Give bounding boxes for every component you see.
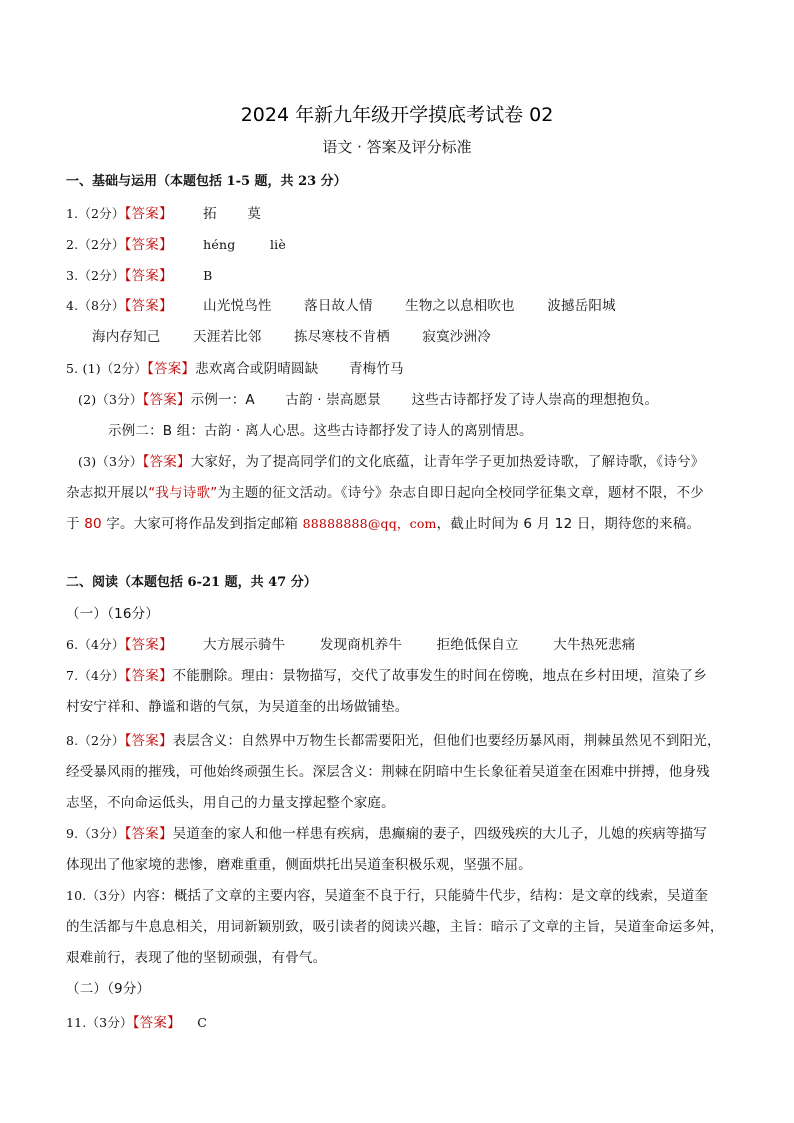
answer-text: 不能删除。理由：景物描写，交代了故事发生的时间在傍晚，地点在乡村田埂，渲染了乡: [172, 668, 707, 684]
answer-value: 大牛热死悲痛: [553, 637, 636, 653]
answer-text-highlight: 80: [84, 516, 102, 532]
answer-q5-2-example2: 示例二：B 组：古韵 · 离人心思。这些古诗都抒发了诗人的离别情思。: [108, 423, 533, 439]
question-number: 2.（2分）: [66, 237, 125, 252]
answer-q5-2: [78, 388, 658, 408]
answer-q1: [66, 202, 261, 222]
answer-tag: 【答案】: [124, 826, 173, 842]
answer-tag: 【答案】: [124, 268, 173, 284]
question-number: 5. (1)（2分）: [66, 361, 148, 376]
page-title: 2024 年新九年级开学摸底考试卷 02: [240, 104, 554, 126]
answer-value: 生物之以息相吹也: [405, 298, 515, 314]
answer-value: 大方展示骑牛: [203, 637, 286, 653]
answer-value: 拓: [203, 206, 217, 222]
question-number: 9.（3分）: [66, 826, 125, 841]
answer-value: 拒绝低保自立: [436, 637, 519, 653]
answer-q8: [66, 729, 721, 749]
page-subtitle: 语文 · 答案及评分标准: [322, 138, 472, 156]
section-heading-reading: 二、阅读（本题包括 6-21 题，共 47 分）: [66, 575, 317, 590]
answer-text: 表层含义：自然界中万物生长都需要阳光，但他们也要经历暴风雨，荆棘虽然见不到阳光，: [172, 733, 721, 749]
answer-q7: [66, 664, 707, 684]
answer-q7-line2: 村安宁祥和、静谧和谐的气氛，为吴道奎的出场做铺垫。: [66, 699, 409, 715]
question-number: 11.（3分）: [66, 1015, 133, 1030]
answer-tag: 【答案】: [124, 637, 173, 653]
answer-value: 悲欢离合或阴晴圆缺: [195, 361, 319, 377]
question-number: 8.（2分）: [66, 733, 125, 748]
answer-tag: 【答案】: [124, 733, 173, 749]
email-address: 88888888@qq，com: [302, 516, 437, 531]
answer-text: 于: [66, 516, 80, 532]
answer-q5-1: [66, 357, 404, 377]
section-heading-basics: 一、基础与运用（本题包括 1-5 题，共 23 分）: [66, 174, 347, 189]
answer-q3: [66, 264, 213, 284]
question-number: 3.（2分）: [66, 268, 125, 283]
answer-tag: 【答案】: [124, 206, 173, 222]
answer-text: 杂志拟开展以: [66, 485, 149, 501]
question-number: 6.（4分）: [66, 637, 125, 652]
answer-text-highlight: “我与诗歌”: [148, 485, 218, 501]
answer-q5-3-line3: [66, 512, 700, 532]
answer-value: liè: [269, 237, 286, 252]
answer-q9: [66, 822, 707, 842]
part-heading-1: （一）（16分）: [66, 606, 160, 622]
answer-value: 这些古诗都抒发了诗人崇高的理想抱负。: [411, 392, 659, 408]
question-number: 7.（4分）: [66, 668, 125, 683]
answer-q4-line2: [92, 325, 491, 345]
answer-tag: 【答案】: [142, 392, 191, 408]
answer-q9-line2: 体现出了他家境的悲惨，磨难重重，侧面烘托出吴道奎积极乐观，坚强不屈。: [66, 857, 532, 873]
answer-text: 吴道奎的家人和他一样患有疾病，患癫痫的妻子，四级残疾的大儿子，儿媳的疾病等描写: [172, 826, 707, 842]
answer-q5-3-line2: [66, 481, 704, 501]
answer-q10: [66, 884, 708, 904]
answer-q4: [66, 294, 616, 314]
answer-q5-3: [78, 450, 704, 470]
answer-value: 古韵 · 崇高愿景: [285, 392, 382, 408]
question-number: 10.（3分）: [66, 888, 133, 903]
answer-value: 莫: [247, 206, 262, 222]
answer-value: 海内存知己: [92, 329, 161, 345]
answer-q10-line3: 艰难前行，表现了他的坚韧顽强，有骨气。: [66, 950, 327, 966]
answer-value: 拣尽寒枝不肯栖: [294, 329, 390, 345]
answer-value: 落日故人情: [304, 298, 373, 314]
question-number: 4.（8分）: [66, 298, 125, 313]
answer-text: 大家好，为了提高同学们的文化底蕴，让青年学子更加热爱诗歌，了解诗歌，《诗兮》: [190, 454, 705, 470]
answer-value: 山光悦鸟性: [203, 298, 272, 314]
answer-value: 天涯若比邻: [193, 329, 262, 345]
answer-q8-line2: 经受暴风雨的摧残，可他始终顽强生长。深层含义：荆棘在阴暗中生长象征着吴道奎在困难中拼搏，他身残: [66, 764, 710, 780]
answer-tag: 【答案】: [124, 298, 173, 314]
answer-text: 字。大家可将作品发到指定邮箱: [106, 516, 299, 532]
answer-q11: [66, 1011, 207, 1031]
answer-tag: 【答案】: [132, 1015, 181, 1031]
answer-value: B: [203, 268, 213, 283]
answer-value: 寂寞沙洲冷: [422, 329, 491, 345]
answer-value: héng: [203, 237, 236, 252]
answer-value: C: [197, 1015, 208, 1030]
answer-q10-line2: 的生活都与牛息息相关，用词新颖别致，吸引读者的阅读兴趣，主旨：暗示了文章的主旨，吴道奎命运多舛，: [66, 919, 724, 935]
answer-tag: 【答案】: [124, 668, 173, 684]
answer-value: 示例一：A: [190, 392, 255, 408]
question-number: (3)（3分）: [78, 454, 143, 469]
answer-text: 内容：概括了文章的主要内容，吴道奎不良于行，只能骑牛代步，结构：是文章的线索，吴道奎: [132, 888, 709, 904]
part-heading-2: （二）（9分）: [66, 981, 151, 997]
answer-q2: [66, 233, 286, 253]
answer-q6: [66, 633, 635, 653]
answer-q8-line3: 志坚，不向命运低头，用自己的力量支撑起整个家庭。: [66, 795, 395, 811]
answer-tag: 【答案】: [142, 454, 191, 470]
answer-text: ，截止时间为 6 月 12 日，期待您的来稿。: [436, 516, 701, 532]
answer-tag: 【答案】: [124, 237, 173, 253]
answer-text: 为主题的征文活动。《诗兮》杂志自即日起向全校同学征集文章，题材不限，不少: [217, 485, 704, 501]
answer-value: 发现商机养牛: [319, 637, 403, 653]
answer-value: 波撼岳阳城: [547, 298, 616, 314]
answer-value: 青梅竹马: [348, 361, 404, 377]
question-number: (2)（3分）: [78, 392, 143, 407]
answer-tag: 【答案】: [147, 361, 196, 377]
question-number: 1.（2分）: [66, 206, 125, 221]
